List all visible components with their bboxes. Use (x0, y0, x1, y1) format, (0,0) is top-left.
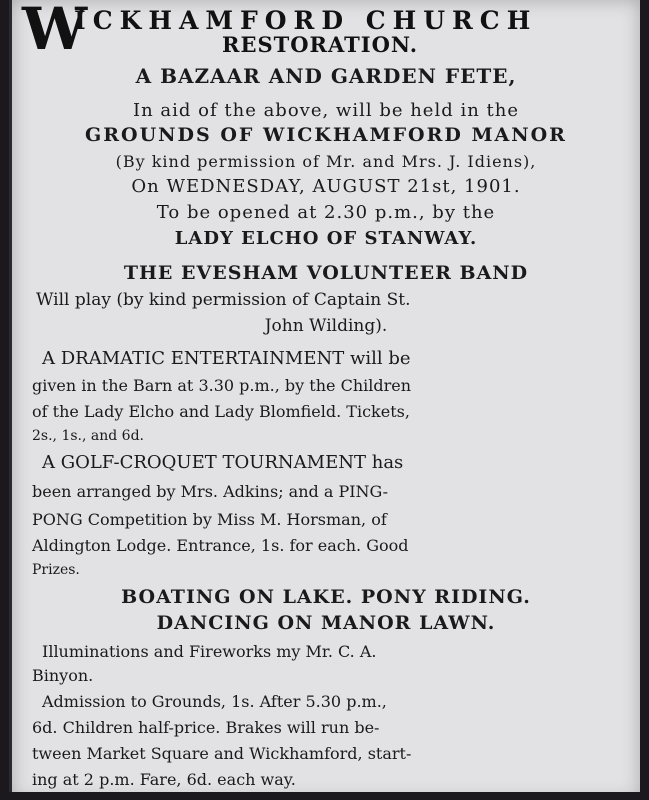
title-line-2: RESTORATION. (222, 32, 419, 57)
text-line-4: On WEDNESDAY, AUGUST 21st, 1901. (131, 176, 521, 197)
text-line-19: BOATING ON LAKE. PONY RIDING. (121, 586, 531, 608)
text-line-17: Aldington Lodge. Entrance, 1s. for each. Good (32, 536, 409, 555)
text-line-10: A DRAMATIC ENTERTAINMENT will be (42, 348, 411, 369)
text-line-22: Binyon. (32, 666, 94, 685)
title-drop-cap: W (22, 0, 88, 63)
notice-heading: A BAZAAR AND GARDEN FETE, (135, 64, 517, 88)
text-line-12: of the Lady Elcho and Lady Blomfield. Tickets, (32, 402, 410, 421)
text-line-3: (By kind permission of Mr. and Mrs. J. Idiens), (115, 152, 537, 171)
text-line-7: THE EVESHAM VOLUNTEER BAND (123, 262, 529, 284)
text-line-23: Admission to Grounds, 1s. After 5.30 p.m., (42, 692, 387, 711)
text-line-20: DANCING ON MANOR LAWN. (156, 612, 496, 634)
text-line-25: tween Market Square and Wickhamford, start- (32, 744, 412, 763)
text-line-6: LADY ELCHO OF STANWAY. (174, 228, 478, 249)
text-line-26: ing at 2 p.m. Fare, 6d. each way. (32, 770, 296, 789)
text-line-8: Will play (by kind permission of Captain St. (36, 290, 411, 310)
text-line-1: In aid of the above, will be held in the (132, 100, 520, 121)
text-line-11: given in the Barn at 3.30 p.m., by the Children (32, 376, 412, 395)
newspaper-clipping (12, 0, 640, 800)
text-line-21: Illuminations and Fireworks my Mr. C. A. (42, 642, 377, 661)
text-line-5: To be opened at 2.30 p.m., by the (156, 202, 496, 223)
text-line-24: 6d. Children half-price. Brakes will run be- (32, 718, 380, 737)
text-line-14: A GOLF-CROQUET TOURNAMENT has (42, 452, 404, 473)
text-line-13: 2s., 1s., and 6d. (32, 428, 144, 444)
bottom-edge (0, 792, 649, 800)
text-line-15: been arranged by Mrs. Adkins; and a PING- (32, 482, 389, 501)
title-line-1: ICKHAMFORD CHURCH (74, 6, 538, 35)
text-line-16: PONG Competition by Miss M. Horsman, of (32, 510, 387, 529)
notice-title (12, 0, 640, 63)
text-line-9: John Wilding). (264, 316, 388, 336)
text-line-2: GROUNDS OF WICKHAMFORD MANOR (85, 124, 567, 146)
text-line-18: Prizes. (32, 562, 80, 578)
